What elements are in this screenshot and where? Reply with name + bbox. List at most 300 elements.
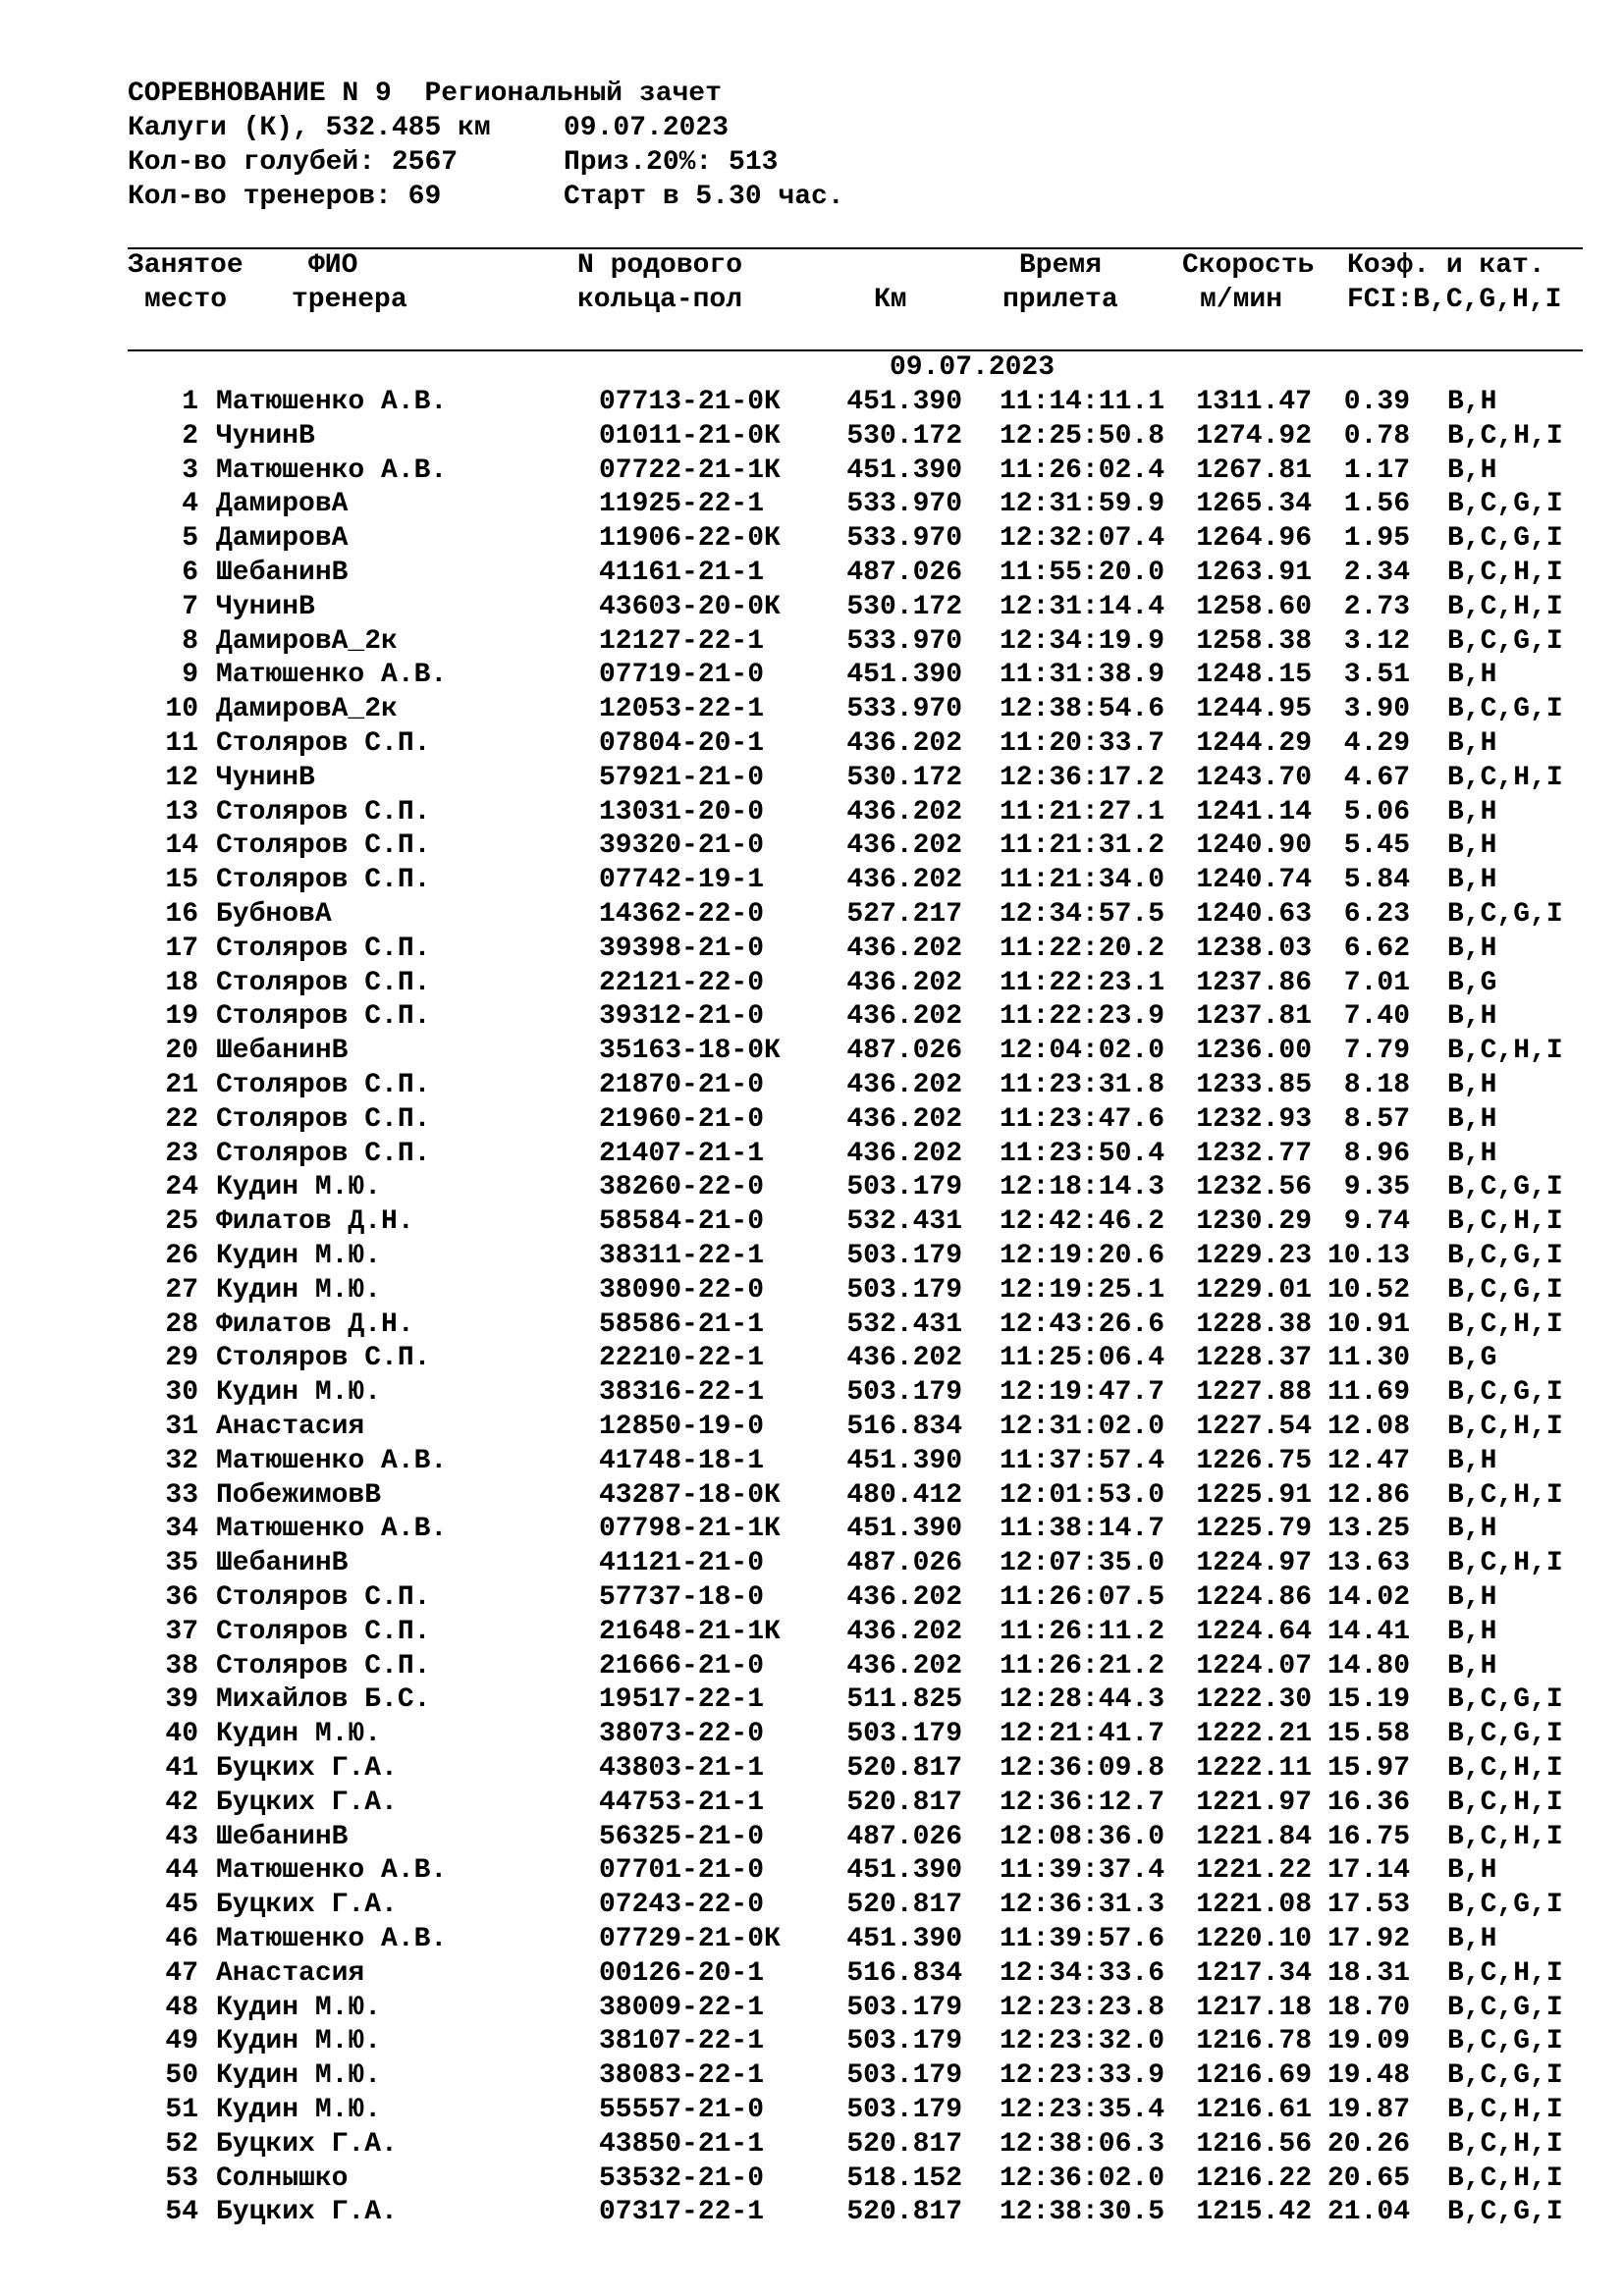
cell-speed: 1258.38 xyxy=(1196,625,1312,657)
cell-trainer: Анастасия xyxy=(216,1957,365,1989)
cell-speed: 1220.10 xyxy=(1196,1924,1312,1954)
cell-place: 54 xyxy=(165,2197,198,2228)
cell-ring: 12850-19-0 xyxy=(599,1412,765,1442)
cell-coef: 2.73 xyxy=(1343,591,1410,622)
table-row xyxy=(0,1308,1624,1342)
cell-place: 11 xyxy=(165,728,198,759)
cell-coef: 1.17 xyxy=(1343,454,1410,486)
cell-category: B,C,G,I xyxy=(1447,899,1563,930)
cell-ring: 55557-21-0 xyxy=(599,2095,765,2125)
cell-place: 18 xyxy=(165,967,198,998)
cell-ring: 39312-21-0 xyxy=(599,1001,765,1033)
col-ring-header-1: N родового xyxy=(577,250,743,281)
cell-time: 12:36:02.0 xyxy=(999,2163,1164,2194)
cell-time: 12:42:46.2 xyxy=(999,1206,1164,1238)
cell-trainer: Михайлов Б.С. xyxy=(216,1684,431,1716)
cell-km: 503.179 xyxy=(846,1992,962,2023)
table-row xyxy=(0,2127,1624,2162)
cell-km: 436.202 xyxy=(846,933,962,964)
cell-time: 12:23:23.8 xyxy=(999,1992,1164,2023)
cell-coef: 9.35 xyxy=(1343,1172,1410,1203)
cell-place: 17 xyxy=(165,933,198,964)
table-row xyxy=(0,385,1624,419)
cell-coef: 11.30 xyxy=(1327,1343,1411,1374)
cell-place: 48 xyxy=(165,1992,198,2023)
cell-ring: 38260-22-0 xyxy=(599,1172,765,1203)
cell-place: 33 xyxy=(165,1479,198,1511)
cell-ring: 38073-22-0 xyxy=(599,1719,765,1750)
cell-speed: 1267.81 xyxy=(1196,454,1312,486)
cell-category: B,H xyxy=(1447,1924,1497,1954)
cell-place: 1 xyxy=(182,387,198,417)
cell-place: 22 xyxy=(165,1103,198,1135)
table-row xyxy=(0,2058,1624,2093)
cell-speed: 1238.03 xyxy=(1196,933,1312,964)
cell-time: 12:28:44.3 xyxy=(999,1684,1164,1716)
table-row xyxy=(0,419,1624,454)
cell-place: 28 xyxy=(165,1308,198,1340)
cell-place: 53 xyxy=(165,2163,198,2194)
cell-category: B,C,G,I xyxy=(1447,1274,1563,1306)
cell-coef: 7.40 xyxy=(1343,1001,1410,1033)
cell-trainer: Столяров С.П. xyxy=(216,1103,431,1135)
cell-trainer: ДамировА_2к xyxy=(216,625,398,657)
cell-category: B,C,G,I xyxy=(1447,1172,1563,1203)
cell-ring: 07701-21-0 xyxy=(599,1855,765,1887)
cell-category: B,C,G,I xyxy=(1447,1890,1563,1921)
cell-ring: 07722-21-1К xyxy=(599,454,781,486)
cell-coef: 15.58 xyxy=(1327,1719,1411,1750)
table-row xyxy=(0,1820,1624,1854)
cell-category: B,C,H,I xyxy=(1447,1206,1563,1238)
cell-trainer: Солнышко xyxy=(216,2163,349,2194)
cell-place: 27 xyxy=(165,1274,198,1306)
cell-category: B,H xyxy=(1447,1514,1497,1545)
cell-coef: 6.62 xyxy=(1343,933,1410,964)
cell-trainer: ШебанинВ xyxy=(216,1821,349,1852)
cell-time: 12:23:32.0 xyxy=(999,2026,1164,2057)
cell-time: 12:19:20.6 xyxy=(999,1241,1164,1271)
cell-speed: 1217.18 xyxy=(1196,1992,1312,2023)
cell-ring: 07719-21-0 xyxy=(599,660,765,691)
cell-ring: 21648-21-1К xyxy=(599,1616,781,1647)
cell-place: 30 xyxy=(165,1377,198,1409)
cell-coef: 10.13 xyxy=(1327,1241,1411,1271)
cell-km: 436.202 xyxy=(846,1616,962,1647)
cell-speed: 1224.07 xyxy=(1196,1650,1312,1682)
cell-speed: 1222.11 xyxy=(1196,1753,1312,1784)
table-row xyxy=(0,1888,1624,1922)
table-row xyxy=(0,556,1624,590)
cell-ring: 21666-21-0 xyxy=(599,1650,765,1682)
date-separator: 09.07.2023 xyxy=(890,352,1056,383)
header-line-2 xyxy=(128,111,1110,145)
cell-speed: 1227.54 xyxy=(1196,1412,1312,1442)
cell-time: 12:01:53.0 xyxy=(999,1479,1164,1511)
cell-time: 11:55:20.0 xyxy=(999,558,1164,588)
cell-trainer: Кудин М.Ю. xyxy=(216,1992,382,2023)
cell-trainer: Матюшенко А.В. xyxy=(216,1855,448,1887)
cell-category: B,C,H,I xyxy=(1447,1548,1563,1579)
table-row xyxy=(0,2093,1624,2127)
cell-speed: 1228.37 xyxy=(1196,1343,1312,1374)
cell-speed: 1232.93 xyxy=(1196,1103,1312,1135)
cell-time: 12:31:02.0 xyxy=(999,1412,1164,1442)
cell-coef: 19.87 xyxy=(1327,2095,1411,2125)
col-coef-header-2: FCI:B,C,G,H,I xyxy=(1347,285,1562,315)
cell-speed: 1221.08 xyxy=(1196,1890,1312,1921)
cell-km: 533.970 xyxy=(846,489,962,520)
cell-coef: 10.91 xyxy=(1327,1308,1411,1340)
cell-km: 503.179 xyxy=(846,1172,962,1203)
cell-coef: 5.84 xyxy=(1343,865,1410,896)
cell-ring: 07713-21-0К xyxy=(599,387,781,417)
cell-trainer: ШебанинВ xyxy=(216,1036,349,1067)
cell-speed: 1221.84 xyxy=(1196,1821,1312,1852)
cell-speed: 1225.79 xyxy=(1196,1514,1312,1545)
cell-km: 530.172 xyxy=(846,591,962,622)
header-line-1 xyxy=(128,77,1110,111)
cell-time: 12:19:25.1 xyxy=(999,1274,1164,1306)
cell-place: 43 xyxy=(165,1821,198,1852)
cell-speed: 1216.61 xyxy=(1196,2095,1312,2125)
cell-km: 520.817 xyxy=(846,1753,962,1784)
cell-km: 487.026 xyxy=(846,1036,962,1067)
cell-ring: 43603-20-0К xyxy=(599,591,781,622)
cell-km: 436.202 xyxy=(846,1001,962,1033)
cell-place: 9 xyxy=(182,660,198,691)
table-row xyxy=(0,932,1624,966)
cell-coef: 1.56 xyxy=(1343,489,1410,520)
cell-km: 527.217 xyxy=(846,899,962,930)
cell-ring: 07729-21-0К xyxy=(599,1924,781,1954)
cell-category: B,C,H,I xyxy=(1447,1308,1563,1340)
cell-speed: 1264.96 xyxy=(1196,523,1312,555)
cell-ring: 57921-21-0 xyxy=(599,762,765,793)
cell-time: 12:36:17.2 xyxy=(999,762,1164,793)
cell-category: B,H xyxy=(1447,1650,1497,1682)
table-row xyxy=(0,1649,1624,1683)
cell-ring: 35163-18-0К xyxy=(599,1036,781,1067)
cell-time: 11:31:38.9 xyxy=(999,660,1164,691)
cell-km: 532.431 xyxy=(846,1308,962,1340)
table-row xyxy=(0,692,1624,726)
cell-trainer: Столяров С.П. xyxy=(216,728,431,759)
cell-category: B,C,H,I xyxy=(1447,2163,1563,2194)
cell-speed: 1241.14 xyxy=(1196,796,1312,828)
cell-trainer: Матюшенко А.В. xyxy=(216,1924,448,1954)
cell-trainer: Кудин М.Ю. xyxy=(216,1377,382,1409)
col-speed-header-2: м/мин xyxy=(1200,285,1283,315)
cell-category: B,H xyxy=(1447,830,1497,862)
cell-ring: 14362-22-0 xyxy=(599,899,765,930)
table-row xyxy=(0,658,1624,692)
table-row xyxy=(0,1341,1624,1375)
cell-place: 45 xyxy=(165,1890,198,1921)
table-row xyxy=(0,2195,1624,2229)
cell-time: 12:34:57.5 xyxy=(999,899,1164,930)
cell-km: 520.817 xyxy=(846,2128,962,2160)
cell-time: 12:31:59.9 xyxy=(999,489,1164,520)
cell-coef: 15.97 xyxy=(1327,1753,1411,1784)
cell-place: 38 xyxy=(165,1650,198,1682)
table-row xyxy=(0,1682,1624,1717)
cell-time: 12:36:31.3 xyxy=(999,1890,1164,1921)
cell-trainer: ШебанинВ xyxy=(216,1548,349,1579)
cell-trainer: Столяров С.П. xyxy=(216,1343,431,1374)
cell-trainer: Буцких Г.А. xyxy=(216,1753,398,1784)
table-row xyxy=(0,1239,1624,1273)
cell-speed: 1240.90 xyxy=(1196,830,1312,862)
cell-speed: 1237.86 xyxy=(1196,967,1312,998)
cell-ring: 11906-22-0К xyxy=(599,523,781,555)
cell-place: 37 xyxy=(165,1616,198,1647)
cell-ring: 19517-22-1 xyxy=(599,1684,765,1716)
cell-time: 11:21:27.1 xyxy=(999,796,1164,828)
cell-category: B,H xyxy=(1447,387,1497,417)
cell-km: 451.390 xyxy=(846,1514,962,1545)
cell-ring: 43803-21-1 xyxy=(599,1753,765,1784)
cell-time: 11:21:34.0 xyxy=(999,865,1164,896)
cell-time: 12:21:41.7 xyxy=(999,1719,1164,1750)
cell-km: 520.817 xyxy=(846,2197,962,2228)
cell-place: 5 xyxy=(182,523,198,555)
table-row xyxy=(0,999,1624,1034)
cell-km: 487.026 xyxy=(846,1548,962,1579)
cell-ring: 21407-21-1 xyxy=(599,1138,765,1169)
cell-place: 12 xyxy=(165,762,198,793)
pigeon-count: Кол-во голубей: 2567 xyxy=(128,147,459,178)
cell-speed: 1311.47 xyxy=(1196,387,1312,417)
cell-category: B,C,H,I xyxy=(1447,2128,1563,2160)
cell-time: 11:26:21.2 xyxy=(999,1650,1164,1682)
cell-km: 530.172 xyxy=(846,762,962,793)
col-speed-header-1: Скорость xyxy=(1182,250,1315,281)
cell-time: 12:07:35.0 xyxy=(999,1548,1164,1579)
cell-time: 12:08:36.0 xyxy=(999,1821,1164,1852)
cell-km: 503.179 xyxy=(846,2060,962,2092)
cell-ring: 58586-21-1 xyxy=(599,1308,765,1340)
table-row xyxy=(0,1034,1624,1068)
cell-ring: 12127-22-1 xyxy=(599,625,765,657)
table-row xyxy=(0,897,1624,932)
cell-trainer: Анастасия xyxy=(216,1412,365,1442)
table-row xyxy=(0,1580,1624,1615)
cell-speed: 1265.34 xyxy=(1196,489,1312,520)
trainer-count: Кол-во тренеров: 69 xyxy=(128,182,442,212)
cell-category: B,H xyxy=(1447,1070,1497,1100)
cell-trainer: ЧунинВ xyxy=(216,762,315,793)
cell-coef: 11.69 xyxy=(1327,1377,1411,1409)
cell-trainer: Матюшенко А.В. xyxy=(216,387,448,417)
cell-time: 11:26:07.5 xyxy=(999,1582,1164,1613)
cell-ring: 56325-21-0 xyxy=(599,1821,765,1852)
table-row xyxy=(0,1922,1624,1956)
cell-time: 12:34:33.6 xyxy=(999,1957,1164,1989)
cell-time: 12:38:30.5 xyxy=(999,2197,1164,2228)
cell-time: 11:23:47.6 xyxy=(999,1103,1164,1135)
cell-place: 42 xyxy=(165,1787,198,1818)
table-row xyxy=(0,1375,1624,1410)
cell-speed: 1248.15 xyxy=(1196,660,1312,691)
cell-trainer: ЧунинВ xyxy=(216,591,315,622)
header-line-4 xyxy=(128,180,1110,214)
cell-speed: 1221.97 xyxy=(1196,1787,1312,1818)
cell-place: 6 xyxy=(182,558,198,588)
cell-time: 11:37:57.4 xyxy=(999,1445,1164,1476)
cell-category: B,C,H,I xyxy=(1447,1036,1563,1067)
cell-trainer: Столяров С.П. xyxy=(216,967,431,998)
cell-ring: 22121-22-0 xyxy=(599,967,765,998)
cell-time: 12:18:14.3 xyxy=(999,1172,1164,1203)
cell-trainer: Кудин М.Ю. xyxy=(216,1274,382,1306)
cell-coef: 3.51 xyxy=(1343,660,1410,691)
cell-coef: 6.23 xyxy=(1343,899,1410,930)
cell-coef: 20.26 xyxy=(1327,2128,1411,2160)
cell-coef: 3.90 xyxy=(1343,694,1410,725)
cell-category: B,H xyxy=(1447,728,1497,759)
table-row xyxy=(0,590,1624,624)
cell-coef: 13.63 xyxy=(1327,1548,1411,1579)
cell-place: 10 xyxy=(165,694,198,725)
cell-speed: 1215.42 xyxy=(1196,2197,1312,2228)
cell-km: 436.202 xyxy=(846,1103,962,1135)
table-row xyxy=(0,966,1624,1000)
cell-coef: 8.57 xyxy=(1343,1103,1410,1135)
start-time: Старт в 5.30 час. xyxy=(564,182,844,212)
table-row xyxy=(0,1546,1624,1580)
cell-time: 11:39:37.4 xyxy=(999,1855,1164,1887)
cell-category: B,C,H,I xyxy=(1447,1479,1563,1511)
cell-ring: 00126-20-1 xyxy=(599,1957,765,1989)
cell-place: 24 xyxy=(165,1172,198,1203)
cell-time: 12:43:26.6 xyxy=(999,1308,1164,1340)
cell-time: 11:26:02.4 xyxy=(999,454,1164,486)
cell-coef: 17.14 xyxy=(1327,1855,1411,1887)
cell-time: 11:22:23.1 xyxy=(999,967,1164,998)
cell-trainer: Кудин М.Ю. xyxy=(216,1719,382,1750)
cell-trainer: ДамировА xyxy=(216,489,349,520)
cell-coef: 18.70 xyxy=(1327,1992,1411,2023)
col-place-header-2: место xyxy=(144,285,228,315)
cell-trainer: Столяров С.П. xyxy=(216,1138,431,1169)
cell-coef: 17.53 xyxy=(1327,1890,1411,1921)
cell-category: B,H xyxy=(1447,1138,1497,1169)
cell-coef: 4.29 xyxy=(1343,728,1410,759)
cell-ring: 41748-18-1 xyxy=(599,1445,765,1476)
cell-ring: 38316-22-1 xyxy=(599,1377,765,1409)
table-row xyxy=(0,1068,1624,1102)
cell-ring: 41121-21-0 xyxy=(599,1548,765,1579)
cell-category: B,C,H,I xyxy=(1447,2095,1563,2125)
cell-trainer: Столяров С.П. xyxy=(216,933,431,964)
cell-km: 503.179 xyxy=(846,1377,962,1409)
cell-speed: 1244.95 xyxy=(1196,694,1312,725)
cell-place: 15 xyxy=(165,865,198,896)
cell-place: 29 xyxy=(165,1343,198,1374)
cell-speed: 1229.23 xyxy=(1196,1241,1312,1271)
cell-speed: 1229.01 xyxy=(1196,1274,1312,1306)
cell-coef: 9.74 xyxy=(1343,1206,1410,1238)
cell-km: 533.970 xyxy=(846,523,962,555)
cell-km: 530.172 xyxy=(846,420,962,452)
cell-trainer: Столяров С.П. xyxy=(216,1616,431,1647)
cell-coef: 10.52 xyxy=(1327,1274,1411,1306)
cell-coef: 12.86 xyxy=(1327,1479,1411,1511)
cell-ring: 07742-19-1 xyxy=(599,865,765,896)
cell-category: B,G xyxy=(1447,1343,1497,1374)
table-row xyxy=(0,1137,1624,1171)
cell-coef: 12.47 xyxy=(1327,1445,1411,1476)
cell-time: 12:34:19.9 xyxy=(999,625,1164,657)
cell-speed: 1222.30 xyxy=(1196,1684,1312,1716)
cell-ring: 58584-21-0 xyxy=(599,1206,765,1238)
cell-trainer: Матюшенко А.В. xyxy=(216,454,448,486)
cell-category: B,C,H,I xyxy=(1447,420,1563,452)
cell-trainer: Кудин М.Ю. xyxy=(216,2095,382,2125)
header-line-3 xyxy=(128,145,1110,180)
cell-coef: 16.75 xyxy=(1327,1821,1411,1852)
cell-coef: 7.01 xyxy=(1343,967,1410,998)
cell-trainer: Матюшенко А.В. xyxy=(216,1514,448,1545)
cell-ring: 44753-21-1 xyxy=(599,1787,765,1818)
cell-category: B,C,H,I xyxy=(1447,558,1563,588)
table-row xyxy=(0,2162,1624,2196)
cell-trainer: Кудин М.Ю. xyxy=(216,1241,382,1271)
cell-time: 11:23:31.8 xyxy=(999,1070,1164,1100)
cell-category: B,C,G,I xyxy=(1447,1241,1563,1271)
cell-category: B,H xyxy=(1447,1616,1497,1647)
cell-trainer: Филатов Д.Н. xyxy=(216,1308,414,1340)
table-row xyxy=(0,1444,1624,1478)
cell-place: 8 xyxy=(182,625,198,657)
cell-km: 503.179 xyxy=(846,1241,962,1271)
cell-category: B,C,H,I xyxy=(1447,762,1563,793)
cell-speed: 1258.60 xyxy=(1196,591,1312,622)
table-row xyxy=(0,726,1624,761)
competition-header xyxy=(128,77,1110,214)
cell-trainer: Кудин М.Ю. xyxy=(216,2026,382,2057)
cell-time: 11:22:23.9 xyxy=(999,1001,1164,1033)
cell-trainer: Столяров С.П. xyxy=(216,1001,431,1033)
cell-coef: 12.08 xyxy=(1327,1412,1411,1442)
cell-place: 44 xyxy=(165,1855,198,1887)
cell-time: 12:19:47.7 xyxy=(999,1377,1164,1409)
cell-speed: 1224.64 xyxy=(1196,1616,1312,1647)
table-row xyxy=(0,1478,1624,1513)
cell-place: 35 xyxy=(165,1548,198,1579)
cell-place: 32 xyxy=(165,1445,198,1476)
cell-trainer: Столяров С.П. xyxy=(216,865,431,896)
cell-coef: 0.78 xyxy=(1343,420,1410,452)
cell-speed: 1232.77 xyxy=(1196,1138,1312,1169)
cell-time: 12:38:54.6 xyxy=(999,694,1164,725)
cell-time: 11:38:14.7 xyxy=(999,1514,1164,1545)
cell-time: 11:14:11.1 xyxy=(999,387,1164,417)
cell-km: 451.390 xyxy=(846,1855,962,1887)
table-row xyxy=(0,2024,1624,2058)
cell-trainer: Буцких Г.А. xyxy=(216,1787,398,1818)
cell-trainer: Кудин М.Ю. xyxy=(216,1172,382,1203)
col-time-header-1: Время xyxy=(1019,250,1103,281)
cell-coef: 20.65 xyxy=(1327,2163,1411,2194)
cell-category: B,C,G,I xyxy=(1447,694,1563,725)
cell-ring: 12053-22-1 xyxy=(599,694,765,725)
cell-coef: 3.12 xyxy=(1343,625,1410,657)
cell-speed: 1232.56 xyxy=(1196,1172,1312,1203)
cell-place: 19 xyxy=(165,1001,198,1033)
cell-place: 7 xyxy=(182,591,198,622)
